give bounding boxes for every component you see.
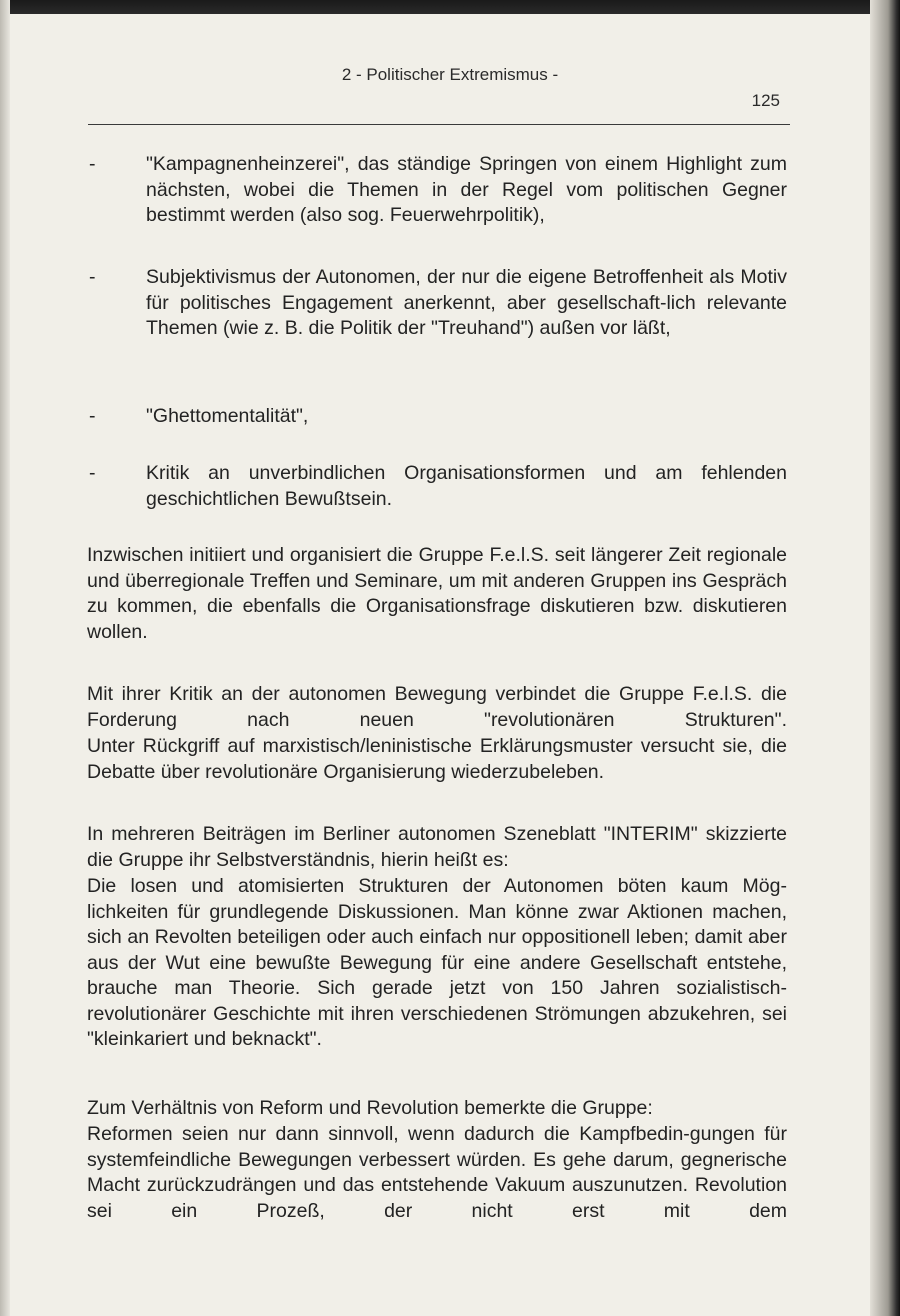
bullet-dash: - (89, 462, 96, 484)
scan-border-left (0, 0, 10, 1316)
list-item-text: Kritik an unverbindlichen Organisationsformen und am fehlenden geschichtlichen Bewußtsein. (146, 462, 787, 510)
bullet-dash: - (89, 266, 96, 288)
list-item-text: "Ghettomentalität", (146, 405, 309, 427)
scan-border-right (870, 0, 900, 1316)
bullet-dash: - (89, 405, 96, 427)
scan-border-top (0, 0, 900, 14)
list-item (87, 404, 787, 430)
paragraph: In mehreren Beiträgen im Berliner autonomen Szeneblatt "INTERIM" skizzierte die Gruppe ihr Selbstverständnis, hierin heißt es: (87, 823, 787, 871)
page-number: 125 (751, 91, 780, 110)
paragraph: Mit ihrer Kritik an der autonomen Bewegung verbindet die Gruppe F.e.l.S. die Forderung nach neuen "revolutionären Strukturen". (87, 683, 787, 731)
paragraph: Inzwischen initiiert und organisiert die Gruppe F.e.l.S. seit längerer Zeit regionale und überregionale Treffen und Seminare, um mit anderen Gruppen ins Gespräch zu kommen, die ebenfalls die Organisationsfrage diskutieren bzw. diskutieren wollen. (87, 544, 787, 643)
list-item-text: Subjektivismus der Autonomen, der nur die eigene Betroffenheit als Motiv für politisches Engagement anerkennt, aber gesellschaft-lich relevante Themen (wie z. B. die Politik der "Treuhand") außen vor läßt, (146, 266, 787, 339)
paragraph: Zum Verhältnis von Reform und Revolution bemerkte die Gruppe: (87, 1097, 653, 1119)
paragraph: Reformen seien nur dann sinnvoll, wenn dadurch die Kampfbedin-gungen für systemfeindliche Bewegungen verbessert würden. Es gehe darum, gegnerische Macht zurückzudrängen und das entstehende Vakuum auszunutzen. Revolution sei ein Prozeß, der nicht erst mit dem (87, 1123, 787, 1222)
header-rule (88, 124, 790, 125)
list-item-text: "Kampagnenheinzerei", das ständige Springen von einem Highlight zum nächsten, wobei die Themen in der Regel vom politischen Gegner bestimmt werden (also sog. Feuerwehrpolitik), (146, 153, 787, 226)
list-item (87, 265, 787, 342)
list-item (87, 152, 787, 229)
running-head: 2 - Politischer Extremismus - (341, 65, 559, 84)
bullet-dash: - (89, 153, 96, 175)
list-item (87, 461, 787, 512)
paragraph: Unter Rückgriff auf marxistisch/leninistische Erklärungsmuster versucht sie, die Debatte über revolutionäre Organisierung wiederzubeleben. (87, 735, 787, 783)
paragraph: Die losen und atomisierten Strukturen der Autonomen böten kaum Mög-lichkeiten für grundlegende Diskussionen. Man könne zwar Aktionen machen, sich an Revolten beteiligen oder auch einfach nur oppositionell leben; damit aber aus der Wut eine bewußte Bewegung für eine andere Gesellschaft entstehe, brauche man Theorie. Sich gerade jetzt von 150 Jahren sozialistisch-revolutionärer Geschichte mit ihren verschiedenen Strömungen abzukehren, sei "kleinkariert und beknackt". (87, 875, 787, 1050)
